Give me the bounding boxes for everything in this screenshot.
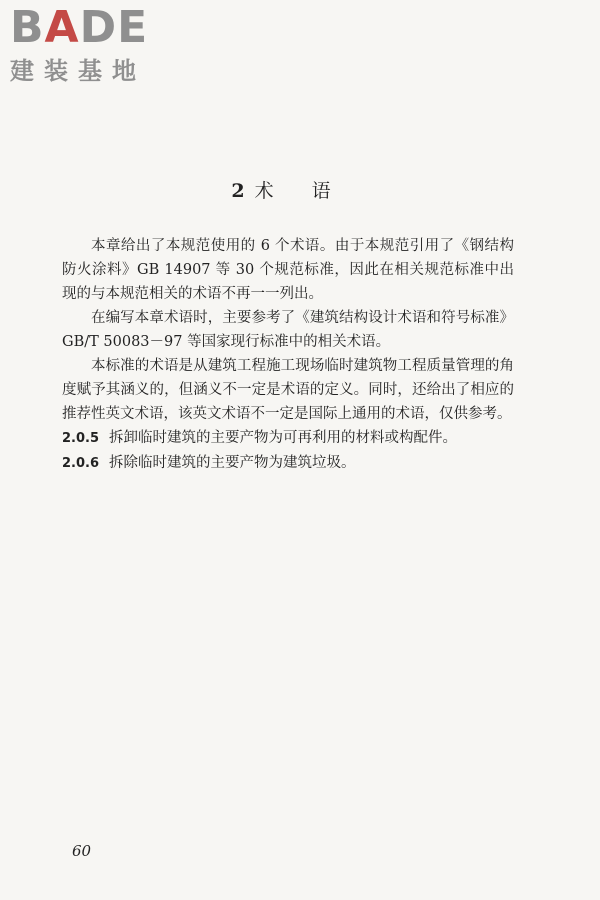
clause-text: 拆除临时建筑的主要产物为建筑垃圾。	[109, 455, 356, 471]
clause-text: 拆卸临时建筑的主要产物为可再利用的材料或构配件。	[109, 430, 458, 446]
clause-2-0-6	[62, 451, 514, 476]
watermark-logo-text: BADE	[10, 2, 149, 53]
paragraph-3: 本标准的术语是从建筑工程施工现场临时建筑物工程质量管理的角度赋予其涵义的，但涵义不一定是术语的定义。同时，还给出了相应的推荐性英文术语，该英文术语不一定是国际上通用的术语，仅供参考。	[62, 358, 514, 422]
clause-2-0-5	[62, 426, 514, 451]
body-text	[62, 234, 514, 476]
chapter-heading	[0, 176, 600, 203]
clause-number: 2.0.5	[62, 431, 100, 446]
page-number: 60	[72, 842, 92, 860]
watermark-subtitle: 建装基地	[10, 57, 146, 85]
clause-number: 2.0.6	[62, 456, 100, 471]
chapter-title: 术语	[254, 180, 369, 202]
chapter-number: 2	[231, 180, 245, 202]
paragraph-1: 本章给出了本规范使用的 6 个术语。由于本规范引用了《钢结构防火涂料》GB 14907 等 30 个规范标准，因此在相关规范标准中出现的与本规范相关的术语不再一一列出。	[62, 238, 514, 302]
watermark-logo	[10, 4, 190, 86]
paragraph-2: 在编写本章术语时，主要参考了《建筑结构设计术语和符号标准》GB/T 50083－97 等国家现行标准中的相关术语。	[62, 310, 514, 350]
